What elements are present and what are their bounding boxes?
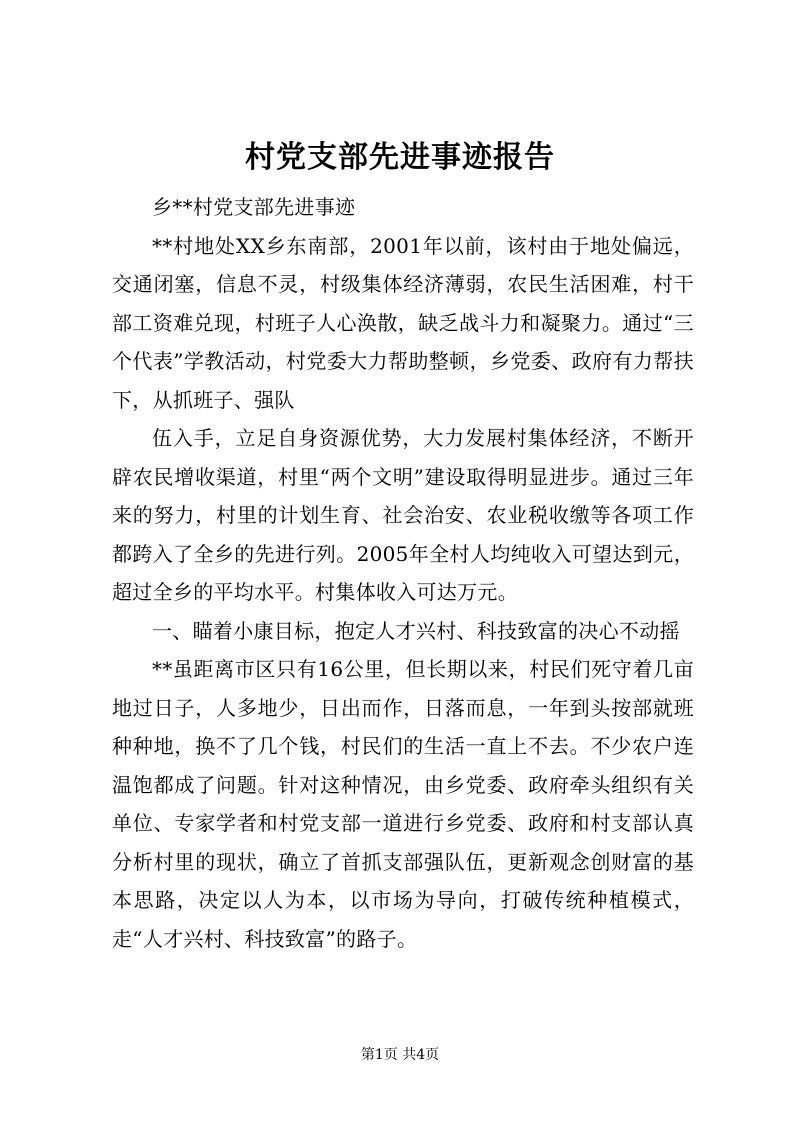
paragraph-achievements: 伍入手，立足自身资源优势，大力发展村集体经济，不断开辟农民增收渠道，村里“两个文明”建设取得明显进步。通过三年来的努力，村里的计划生育、社会治安、农业税收缴等各项工作都跨入了全乡的先进行列。2005年全村人均纯收入可望达到元，超过全乡的平均水平。村集体收入可达万元。	[112, 426, 694, 604]
page-footer: 第1页 共4页	[360, 1047, 440, 1063]
paragraph-subtitle: 乡**村党支部先进事迹	[152, 195, 356, 219]
section-heading-1: 一、瞄着小康目标，抱定人才兴村、科技致富的决心不动摇	[152, 618, 680, 643]
document-body	[112, 188, 694, 958]
paragraph-intro: **村地处XX乡东南部，2001年以前，该村由于地处偏远，交通闭塞，信息不灵，村级集体经济薄弱，农民生活困难，村干部工资难兑现，村班子人心涣散，缺乏战斗力和凝聚力。通过“三个代表”学教活动，村党委大力帮助整顿，乡党委、政府有力帮扶下，从抓班子、强队	[112, 233, 694, 412]
document-title: 村党支部先进事迹报告	[245, 140, 555, 175]
paragraph-section-1: **虽距离市区只有16公里，但长期以来，村民们死守着几亩地过日子，人多地少，日出而作，日落而息，一年到头按部就班种种地，换不了几个钱，村民们的生活一直上不去。不少农户连温饱都成了问题。针对这种情况，由乡党委、政府牵头组织有关单位、专家学者和村党支部一道进行乡党委、政府和村支部认真分析村里的现状，确立了首抓支部强队伍，更新观念创财富的基本思路，决定以人为本，以市场为导向，打破传统种植模式，走“人才兴村、科技致富”的路子。	[112, 657, 694, 951]
